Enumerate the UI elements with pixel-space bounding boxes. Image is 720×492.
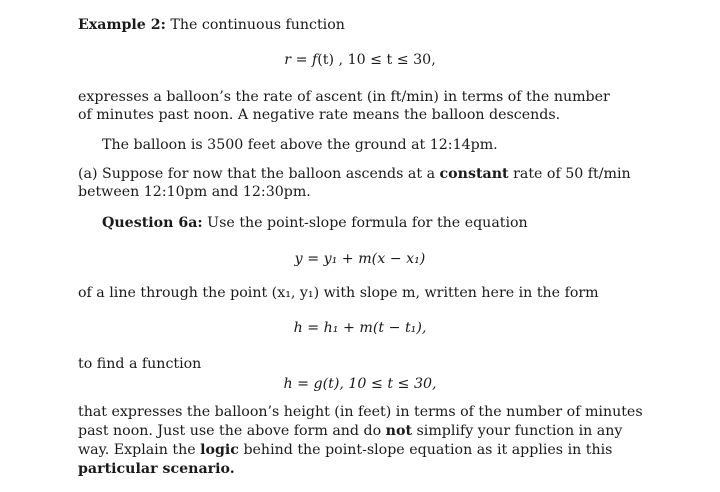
- part-a-post: rate of 50 ft/min: [508, 166, 631, 182]
- example-label: Example 2:: [78, 17, 166, 33]
- equation-rate-lhs: r: [284, 52, 292, 68]
- example-intro: The continuous function: [170, 17, 345, 33]
- closing-line-2-post: simplify your function in any: [412, 423, 623, 439]
- closing-line-3: [78, 441, 612, 459]
- question-label: Question 6a:: [102, 215, 203, 231]
- equation-height-function: h = g(t), 10 ≤ t ≤ 30,: [283, 376, 437, 392]
- closing-line-1: that expresses the balloon’s height (in feet) in terms of the number of minutes: [78, 404, 643, 420]
- part-a-line-1: [78, 165, 631, 183]
- question-text: Use the point-slope formula for the equation: [207, 215, 528, 231]
- question-heading: [102, 214, 528, 232]
- closing-line-3-bold: logic: [200, 442, 239, 458]
- closing-line-2-bold: not: [385, 423, 413, 439]
- equation-rate: [0, 51, 720, 69]
- to-find-text: to find a function: [78, 356, 202, 372]
- part-a-line-2: between 12:10pm and 12:30pm.: [78, 184, 311, 200]
- equation-rate-domain: , 10 ≤ t ≤ 30,: [334, 52, 436, 68]
- part-a-bold: constant: [439, 166, 509, 182]
- part-a-pre: (a) Suppose for now that the balloon ascends at a: [78, 166, 440, 182]
- closing-line-3-pre: way. Explain the: [78, 442, 201, 458]
- closing-line-2: [78, 422, 622, 440]
- closing-line-4: particular scenario.: [78, 461, 235, 477]
- equation-rate-arg: (t): [317, 52, 335, 68]
- equation-point-slope: y = y₁ + m(x − x₁): [294, 251, 426, 267]
- given-statement: The balloon is 3500 feet above the ground at 12:14pm.: [102, 137, 498, 153]
- closing-line-2-pre: past noon. Just use the above form and do: [78, 423, 386, 439]
- description-line-1: expresses a balloon’s the rate of ascent (in ft/min) in terms of the number: [78, 89, 610, 105]
- line-through-text: of a line through the point (x₁, y₁) with slope m, written here in the form: [78, 285, 599, 301]
- equation-rate-equals: =: [291, 52, 312, 68]
- description-line-2: of minutes past noon. A negative rate means the balloon descends.: [78, 107, 561, 123]
- equation-rate-fn: f: [312, 52, 318, 68]
- equation-height-form: h = h₁ + m(t − t₁),: [293, 320, 427, 336]
- example-heading: [78, 16, 345, 34]
- closing-line-3-post: behind the point-slope equation as it applies in this: [238, 442, 613, 458]
